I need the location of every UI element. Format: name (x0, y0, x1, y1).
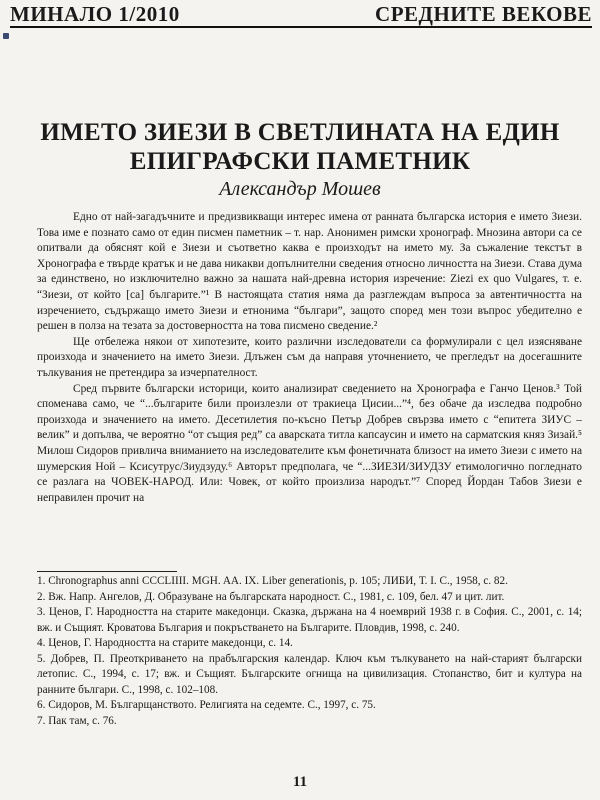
footnote: 7. Пак там, с. 76. (37, 714, 117, 727)
header-journal-issue: МИНАЛО 1/2010 (10, 1, 180, 26)
paragraph: Едно от най-загадъчните и предизвикващи интерес имена от ранната българска история е името Зиези. Това име е познато само от един писмен паметник – т. нар. Анонимен римски хронограф. Мнозина автори са се опитвали да обяснят кой е Зиези и съответно каква е произходът на името му. За съжаление текстът в Хронографа е твърде кратък и не дава никакви допълнителни сведения относно личността на Зиези. Става дума за единствено, но изключително важно за нашата най-древна история изречение: Ziezi ex quo Vulgares, т. е. “Зиези, от който [са] българите.”¹ В настоящата статия няма да разглеждам въпроса за автентичността на изречението, съдържащо името Зиези и етнонима “българи”, защото според мен този въпрос убедително е решен в полза на тезата за достоверността на това писмено сведение.² (37, 211, 582, 333)
article-author: Александър Мошев (219, 178, 381, 200)
footnote: 3. Ценов, Г. Народността на старите македонци. Сказка, държана на 4 ноемврий 1938 г. в София. С., 2001, с. 14; вж. и Същият. Кроватова България и покръстването на Българите. Пловдив, 1998, с. 240. (37, 606, 582, 634)
footnote: 4. Ценов, Г. Народността на старите македонци, с. 14. (37, 637, 293, 649)
footnote-divider (37, 571, 177, 572)
footnotes (37, 574, 582, 729)
paragraph: Сред първите български историци, които анализират сведението на Хронографа е Ганчо Ценов.³ Той споменава само, че “...българите били произлезли от тракиеца Цисии...”⁴, без обаче да изследва подробно произхода и значението на името. Десетилетия по-късно Петър Добрев свързва името с “епитета ЗИУС – велик” и допълва, че вероятно “от същия ред” са аварската титла капсаусин и името на сарматския княз Зизай.⁵ Милош Сидоров привлича вниманието на изследователите към фонетичната близост на името Зиези с името на шумерския Ной – Ксисутрус/Зиудзуду.⁶ Авторът предполага, че “...ЗИЕЗИ/ЗИУДЗУ етимологично погледнато се разлага на ЧОВЕК-НАРОД. Или: Човек, от който произлиза народът.”⁷ Според Йордан Табов Зиези е неправилен прочит на (37, 382, 582, 504)
article-title-line-2: ЕПИГРАФСКИ ПАМЕТНИК (129, 148, 471, 175)
article-title (0, 118, 600, 176)
footnote: 5. Добрев, П. Преоткриването на прабългарския календар. Ключ към тълкуването на най-старият български летопис. С., 1994, с. 17; вж. и Същият. Българските огнища на цивилизация. Стопанство, бит и култура на ранните българи. С., 1998, с. 102–108. (37, 652, 582, 696)
footnote: 1. Chronographus anni CCCLIIII. MGH. AA. IX. Liber generationis, p. 105; ЛИБИ, Т. I. С., 1958, с. 82. (37, 575, 508, 587)
article-title-line-1: ИМЕТО ЗИЕЗИ В СВЕТЛИНАТА НА ЕДИН (40, 119, 560, 146)
article-body (37, 210, 582, 506)
page-number: 11 (292, 774, 308, 790)
footnote: 2. Вж. Напр. Ангелов, Д. Образуване на българската народност. С., 1981, с. 109, бел. 47 и цит. лит. (37, 590, 505, 603)
running-header (10, 2, 592, 28)
header-section-title: СРЕДНИТЕ ВЕКОВЕ (375, 1, 592, 26)
scan-mark (3, 33, 9, 39)
paragraph: Ще отбележа някои от хипотезите, които различни изследователи са формулирали с цел изясняване произхода и значението на името Зиези. Длъжен съм да направя уточнението, че прегледът на досегашните тълкувания не претендира за изчерпателност. (37, 335, 582, 379)
footnote: 6. Сидоров, М. Българщанството. Религията на седемте. С., 1997, с. 75. (37, 699, 376, 711)
